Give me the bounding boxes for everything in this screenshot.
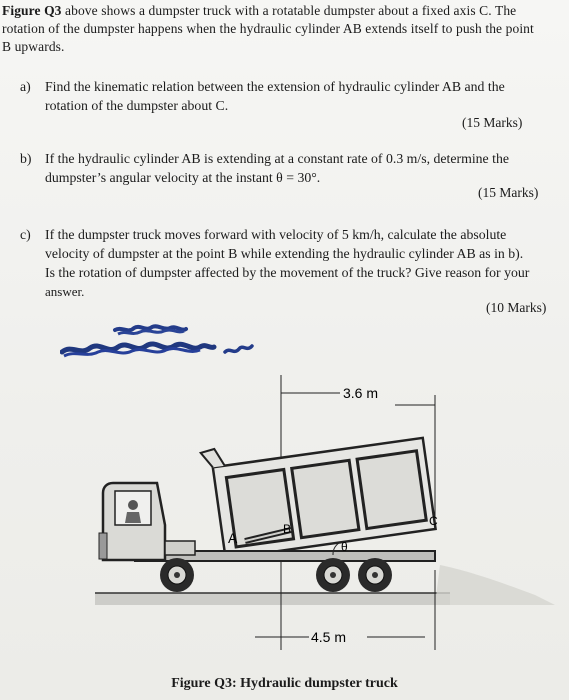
question-label: b) [20,151,32,166]
dumpster-truck-figure [95,365,555,670]
figure-caption: Figure Q3: Hydraulic dumpster truck [171,676,398,691]
question-text: If the dumpster truck moves forward with velocity of 5 km/h, calculate the absolute velocity of dumpster at the point B while extending the hydraulic cylinder AB as in b). Is the rotation of dumpster affected by the movement of the truck? Give reason for your answer. [45,227,530,299]
intro-paragraph: Figure Q3 above shows a dumpster truck with a rotatable dumpster about a fixed axis C. The rotation of the dumpster happens when the hydraulic cylinder AB extends itself to push the point B upwards. [2,3,534,54]
label-a: A [228,530,238,546]
marks-b: (15 Marks) [478,185,539,200]
scribbled-out-text [60,322,260,362]
dimension-3-6m: 3.6 m [343,385,379,401]
question-text: If the hydraulic cylinder AB is extending at a constant rate of 0.3 m/s, determine the dumpster’s angular velocity at the instant θ = 30°. [45,151,509,185]
question-label: c) [20,227,31,242]
label-theta: θ [341,540,348,554]
ground [95,593,450,605]
dimension-4-5m: 4.5 m [311,629,347,645]
label-b: B [283,522,292,536]
label-c: C [429,514,438,528]
figure-reference: Figure Q3 [2,3,62,18]
question-label: a) [20,79,31,94]
rear-wheel-2 [358,558,392,592]
front-wheel [160,558,194,592]
marks-a: (15 Marks) [462,115,523,130]
question-text: Find the kinematic relation between the extension of hydraulic cylinder AB and the rotation of the dumpster about C. [45,79,505,113]
marks-c: (10 Marks) [486,300,547,315]
rear-wheel-1 [316,558,350,592]
